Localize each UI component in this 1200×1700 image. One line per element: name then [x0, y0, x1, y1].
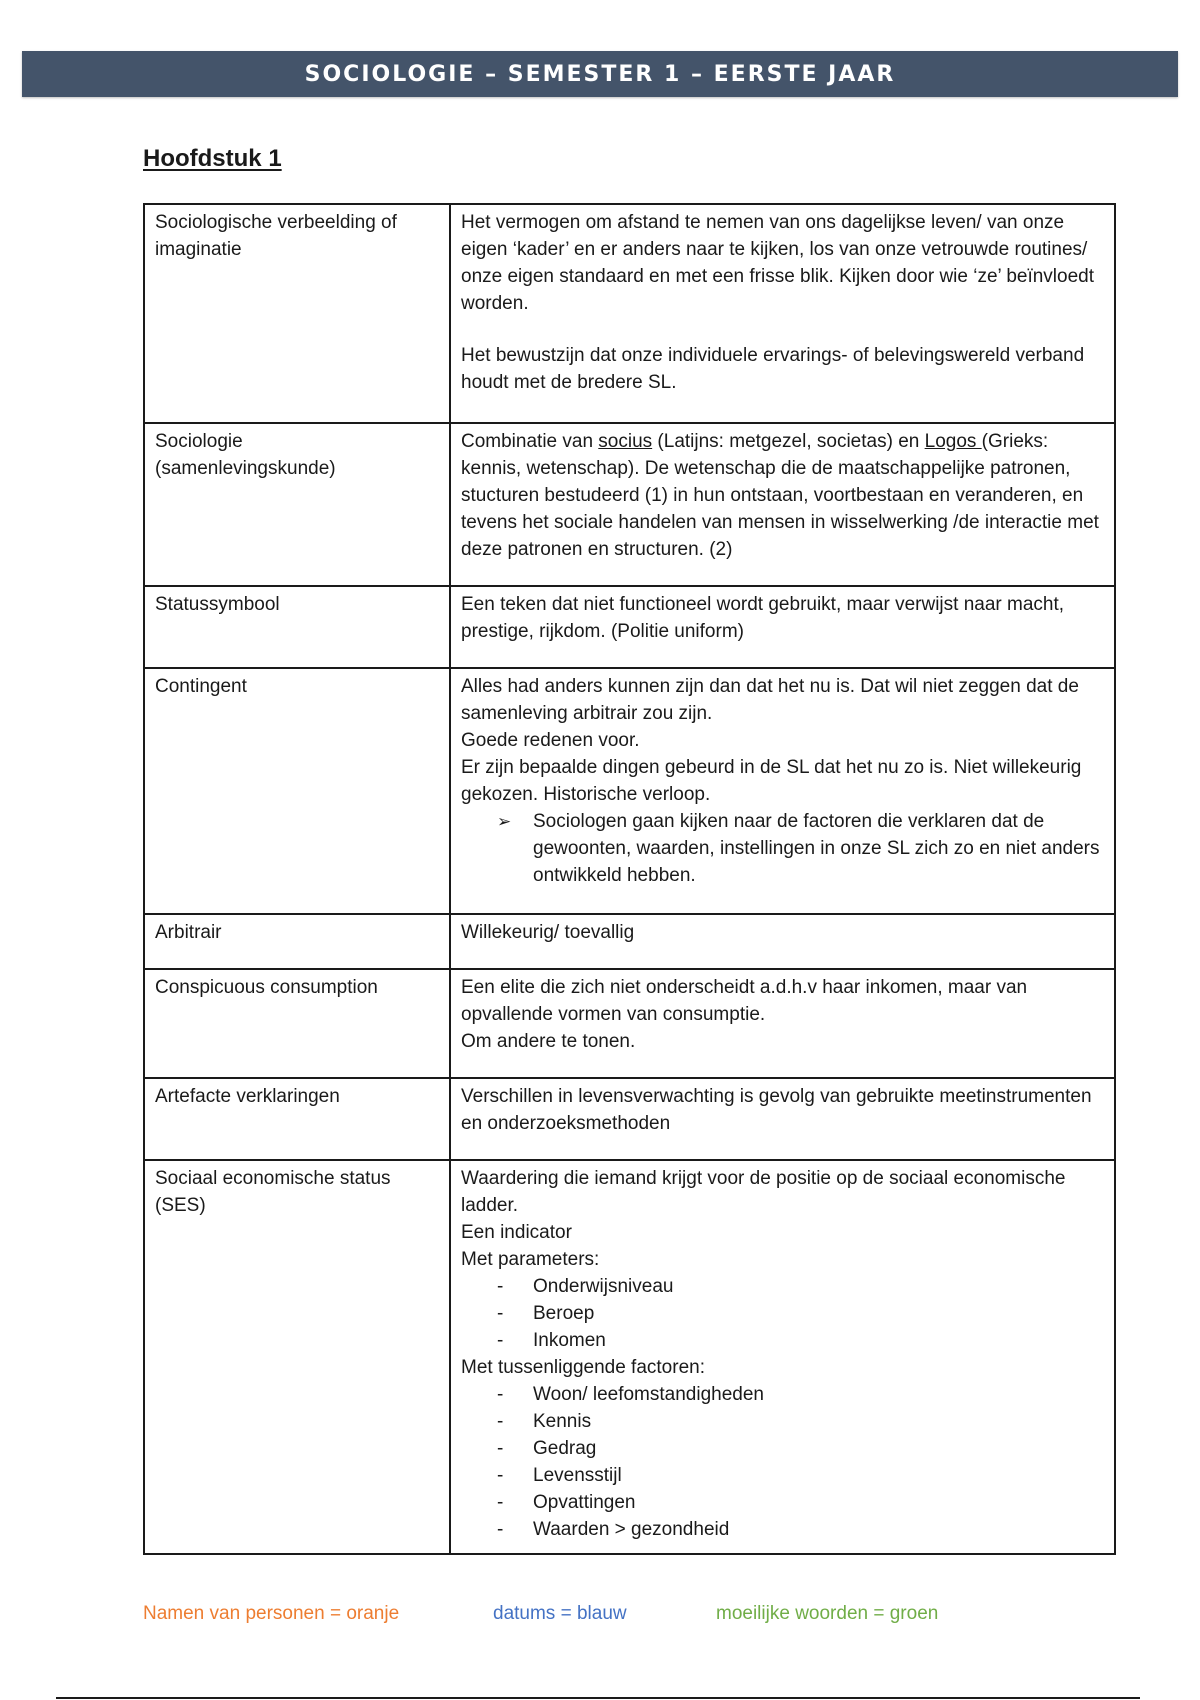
list-item	[461, 1273, 1104, 1300]
table-row	[144, 586, 1115, 668]
definition-cell	[450, 204, 1115, 423]
term-cell	[144, 668, 450, 914]
definition-cell	[450, 1078, 1115, 1160]
definition-cell	[450, 1160, 1115, 1554]
list-item-text: Levensstijl	[533, 1465, 622, 1486]
definitions-table	[143, 203, 1116, 1555]
table-row	[144, 1160, 1115, 1554]
term-cell	[144, 423, 450, 586]
term-text: Contingent	[155, 676, 247, 697]
underlined-term: Logos	[924, 431, 982, 452]
term-text: Arbitrair	[155, 922, 222, 943]
definition-line: Goede redenen voor.	[461, 730, 640, 751]
legend-persons: Namen van personen = oranje	[143, 1603, 400, 1624]
dash-bullet-icon: -	[497, 1519, 504, 1540]
dash-bullet-icon: -	[497, 1303, 504, 1324]
definition-line: Met parameters:	[461, 1249, 600, 1270]
dash-bullet-icon: -	[497, 1438, 504, 1459]
term-text: Sociologische verbeelding of imaginatie	[155, 212, 397, 260]
list-item-text: Kennis	[533, 1411, 592, 1432]
definition-paragraph	[461, 428, 1104, 563]
arrow-list-item	[461, 808, 1104, 889]
definition-line: Een indicator	[461, 1222, 572, 1243]
dash-bullet-icon: -	[497, 1411, 504, 1432]
definition-cell	[450, 423, 1115, 586]
term-text: (SES)	[155, 1195, 206, 1216]
list-item-text: Beroep	[533, 1303, 595, 1324]
table-row	[144, 423, 1115, 586]
definition-line: Met tussenliggende factoren:	[461, 1357, 705, 1378]
table-row	[144, 914, 1115, 969]
list-item-text: Woon/ leefomstandigheden	[533, 1384, 764, 1405]
definition-line: Om andere te tonen.	[461, 1031, 636, 1052]
term-text: Artefacte verklaringen	[155, 1086, 340, 1107]
list-item	[461, 1489, 1104, 1516]
list-item	[461, 1435, 1104, 1462]
document-title: SOCIOLOGIE – SEMESTER 1 – EERSTE JAAR	[304, 61, 896, 87]
dash-bullet-icon: -	[497, 1384, 504, 1405]
text-run: Combinatie van	[461, 431, 599, 452]
list-item	[461, 1462, 1104, 1489]
dash-bullet-icon: -	[497, 1465, 504, 1486]
list-item	[461, 1327, 1104, 1354]
term-cell	[144, 1078, 450, 1160]
chapter-heading: Hoofdstuk 1	[143, 145, 282, 172]
text-run: (Grieks: kennis, wetenschap). De wetenschap die de maatschappelijke patronen, stucturen bestudeerd (1) in hun ontstaan, voortbestaan en veranderen, en tevens het sociale handelen van mensen in wisselwerking /de interactie met deze patronen en structuren. (2)	[461, 431, 1099, 560]
definition-paragraph: Het vermogen om afstand te nemen van ons dagelijkse leven/ van onze eigen ‘kader’ en er anders naar te kijken, los van onze vetrouwde routines/ onze eigen standaard en met een frisse blik. Kijken door wie ‘ze’ beïnvloedt worden.	[461, 212, 1095, 314]
footer-divider	[56, 1697, 1140, 1699]
definition-paragraph: Een teken dat niet functioneel wordt gebruikt, maar verwijst naar macht, prestige, rijkdom. (Politie uniform)	[461, 594, 1065, 642]
table-row	[144, 668, 1115, 914]
term-cell	[144, 969, 450, 1078]
term-text: (samenlevingskunde)	[155, 458, 336, 479]
definition-line: Een elite die zich niet onderscheidt a.d.h.v haar inkomen, maar van opvallende vormen van consumptie.	[461, 977, 1028, 1025]
text-run: (Latijns: metgezel, societas) en	[652, 431, 925, 452]
document-header-bar	[22, 51, 1178, 97]
definition-paragraph: Willekeurig/ toevallig	[461, 922, 635, 943]
arrow-bullet-icon: ➢	[497, 812, 512, 831]
term-text: Sociologie	[155, 431, 243, 452]
legend-dates: datums = blauw	[493, 1603, 627, 1624]
underlined-term: socius	[598, 431, 653, 452]
term-cell	[144, 204, 450, 423]
definition-cell	[450, 586, 1115, 668]
list-item-text: Onderwijsniveau	[533, 1276, 674, 1297]
list-item	[461, 1516, 1104, 1543]
term-cell	[144, 1160, 450, 1554]
term-cell	[144, 586, 450, 668]
table-row	[144, 1078, 1115, 1160]
definition-line: Waardering die iemand krijgt voor de positie op de sociaal economische ladder.	[461, 1168, 1066, 1216]
definition-paragraph: Verschillen in levensverwachting is gevolg van gebruikte meetinstrumenten en onderzoeksmethoden	[461, 1086, 1092, 1134]
legend-difficult-words: moeilijke woorden = groen	[716, 1603, 939, 1624]
term-text: Sociaal economische status	[155, 1168, 391, 1189]
list-item-text: Opvattingen	[533, 1492, 636, 1513]
list-item-text: Inkomen	[533, 1330, 606, 1351]
definition-cell	[450, 969, 1115, 1078]
arrow-list-text: Sociologen gaan kijken naar de factoren die verklaren dat de gewoonten, waarden, instellingen in onze SL zich zo en niet anders ontwikkeld hebben.	[533, 811, 1100, 886]
term-text: Conspicuous consumption	[155, 977, 378, 998]
list-item	[461, 1300, 1104, 1327]
list-item	[461, 1381, 1104, 1408]
term-cell	[144, 914, 450, 969]
table-row	[144, 204, 1115, 423]
definition-line: Er zijn bepaalde dingen gebeurd in de SL dat het nu zo is. Niet willekeurig gekozen. Historische verloop.	[461, 757, 1082, 805]
list-item-text: Waarden > gezondheid	[533, 1519, 730, 1540]
table-row	[144, 969, 1115, 1078]
term-text: Statussymbool	[155, 594, 280, 615]
definition-line: Alles had anders kunnen zijn dan dat het nu is. Dat wil niet zeggen dat de samenleving arbitrair zou zijn.	[461, 676, 1079, 724]
definition-paragraph: Het bewustzijn dat onze individuele ervarings- of belevingswereld verband houdt met de bredere SL.	[461, 345, 1085, 393]
dash-bullet-icon: -	[497, 1330, 504, 1351]
dash-bullet-icon: -	[497, 1276, 504, 1297]
list-item	[461, 1408, 1104, 1435]
dash-bullet-icon: -	[497, 1492, 504, 1513]
definition-cell	[450, 668, 1115, 914]
definition-cell	[450, 914, 1115, 969]
list-item-text: Gedrag	[533, 1438, 597, 1459]
